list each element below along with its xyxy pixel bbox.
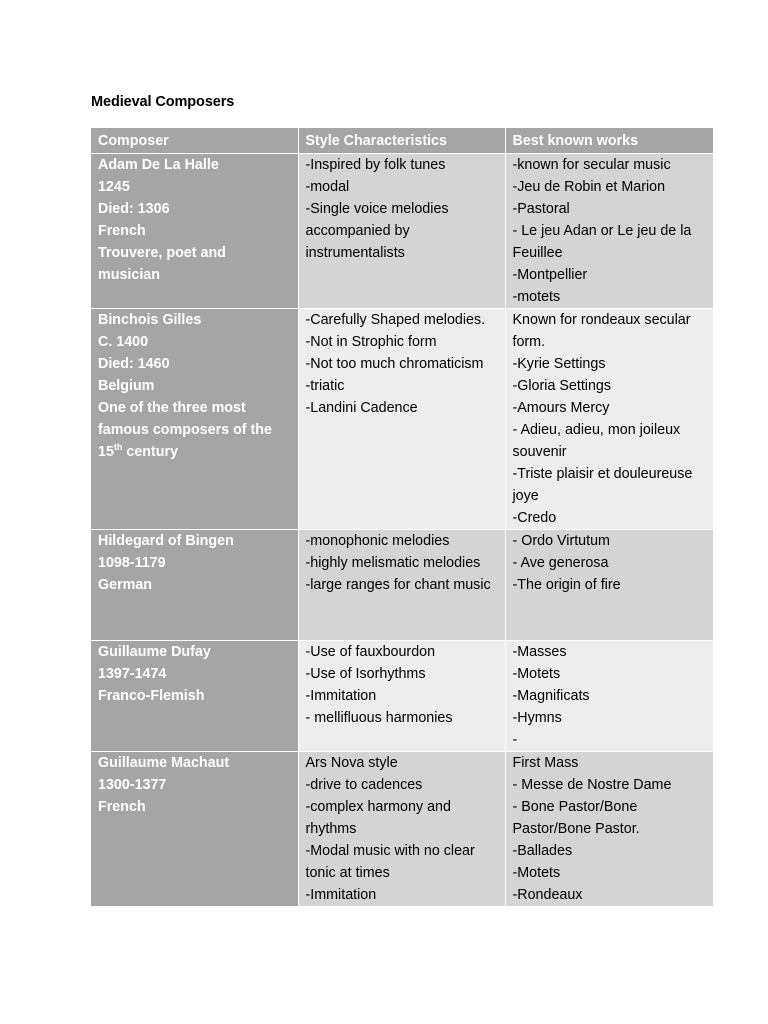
table-row <box>91 752 713 907</box>
style-item: -Use of fauxbourdon <box>305 644 436 660</box>
works-item: - <box>512 732 518 748</box>
style-item: -complex harmony and rhythms <box>305 799 451 837</box>
header-row <box>91 128 713 154</box>
composers-table <box>91 128 713 906</box>
composer-cell <box>91 309 298 530</box>
composer-note <box>98 397 291 463</box>
header-works: Best known works <box>505 128 713 154</box>
works-item: -Masses <box>512 644 567 660</box>
works-item: -Hymns <box>512 710 562 726</box>
works-item: - Messe de Nostre Dame <box>512 777 672 793</box>
works-item: -Triste plaisir et douleureuse joye <box>512 466 693 504</box>
style-item: -monophonic melodies <box>305 533 450 549</box>
works-item: First Mass <box>512 755 579 771</box>
style-item: -Use of Isorhythms <box>305 666 426 682</box>
works-cell <box>505 641 713 752</box>
works-item: -Motets <box>512 666 561 682</box>
style-cell <box>298 641 505 752</box>
composer-cell <box>91 641 298 752</box>
style-item: -highly melismatic melodies <box>305 555 481 571</box>
works-item: - Bone Pastor/Bone Pastor/Bone Pastor. <box>512 799 640 837</box>
style-cell <box>298 530 505 641</box>
works-cell <box>505 309 713 530</box>
works-item: -Montpellier <box>512 267 588 283</box>
composer-born: C. 1400 <box>98 334 149 350</box>
composer-name: Guillaume Dufay <box>98 644 211 660</box>
style-item: -Inspired by folk tunes <box>305 157 446 173</box>
composer-cell <box>91 752 298 907</box>
style-item: -large ranges for chant music <box>305 577 491 593</box>
table-row <box>91 641 713 752</box>
table-row <box>91 154 713 309</box>
style-item: -triatic <box>305 378 345 394</box>
works-item: -Gloria Settings <box>512 378 612 394</box>
works-cell <box>505 154 713 309</box>
composer-cell <box>91 530 298 641</box>
composer-nationality: French <box>98 799 146 815</box>
style-item: -Not in Strophic form <box>305 334 437 350</box>
composer-born: 1245 <box>98 179 130 195</box>
works-cell <box>505 752 713 907</box>
style-cell <box>298 309 505 530</box>
composer-cell <box>91 154 298 309</box>
style-item: -Single voice melodies accompanied by instrumentalists <box>305 201 449 261</box>
composer-nationality: Belgium <box>98 378 155 394</box>
style-item: -Landini Cadence <box>305 400 418 416</box>
composer-nationality: German <box>98 577 153 593</box>
composer-name: Adam De La Halle <box>98 157 219 173</box>
works-item: -The origin of fire <box>512 577 621 593</box>
style-item: -modal <box>305 179 350 195</box>
style-cell <box>298 752 505 907</box>
works-item: -Pastoral <box>512 201 570 217</box>
style-item: -Immitation <box>305 688 377 704</box>
header-composer: Composer <box>91 128 298 154</box>
style-item: - mellifluous harmonies <box>305 710 453 726</box>
composer-died: Died: 1460 <box>98 356 170 372</box>
works-item: - Le jeu Adan or Le jeu de la Feuillee <box>512 223 692 261</box>
works-item: -Credo <box>512 510 557 526</box>
style-item: -Not too much chromaticism <box>305 356 484 372</box>
composer-name: Hildegard of Bingen <box>98 533 234 549</box>
composer-died: Died: 1306 <box>98 201 170 217</box>
composer-nationality: Franco-Flemish <box>98 688 205 704</box>
style-cell <box>298 154 505 309</box>
page-title: Medieval Composers <box>91 94 235 110</box>
century-suffix: th <box>113 442 123 453</box>
works-item: -known for secular music <box>512 157 671 173</box>
composer-note-text: One of the three most famous composers of the <box>98 400 272 438</box>
works-item: - Ave generosa <box>512 555 609 571</box>
header-style: Style Characteristics <box>298 128 505 154</box>
century-number: 15 <box>98 444 114 460</box>
composer-dates: 1098-1179 <box>98 555 166 571</box>
century-word: century <box>122 444 179 460</box>
style-item: -Carefully Shaped melodies. <box>305 312 486 328</box>
style-item: Ars Nova style <box>305 755 398 771</box>
works-item: -Amours Mercy <box>512 400 610 416</box>
works-item: -Ballades <box>512 843 573 859</box>
works-item: - Ordo Virtutum <box>512 533 610 549</box>
style-item: -Modal music with no clear tonic at times <box>305 843 475 881</box>
composer-note: Trouvere, poet and musician <box>98 245 226 283</box>
works-item: -Magnificats <box>512 688 590 704</box>
composer-name: Guillaume Machaut <box>98 755 230 771</box>
works-item: -Motets <box>512 865 561 881</box>
works-item: -Jeu de Robin et Marion <box>512 179 666 195</box>
composer-name: Binchois Gilles <box>98 312 202 328</box>
style-item: -drive to cadences <box>305 777 423 793</box>
style-item: -Immitation <box>305 887 377 903</box>
works-cell <box>505 530 713 641</box>
works-item: -Rondeaux <box>512 887 583 903</box>
composer-dates: 1397-1474 <box>98 666 167 682</box>
works-item: Known for rondeaux secular form. <box>512 312 691 350</box>
composer-dates: 1300-1377 <box>98 777 167 793</box>
table-row <box>91 530 713 641</box>
works-item: -motets <box>512 289 561 305</box>
composer-nationality: French <box>98 223 146 239</box>
works-item: -Kyrie Settings <box>512 356 606 372</box>
table-row <box>91 309 713 530</box>
works-item: - Adieu, adieu, mon joileux souvenir <box>512 422 681 460</box>
